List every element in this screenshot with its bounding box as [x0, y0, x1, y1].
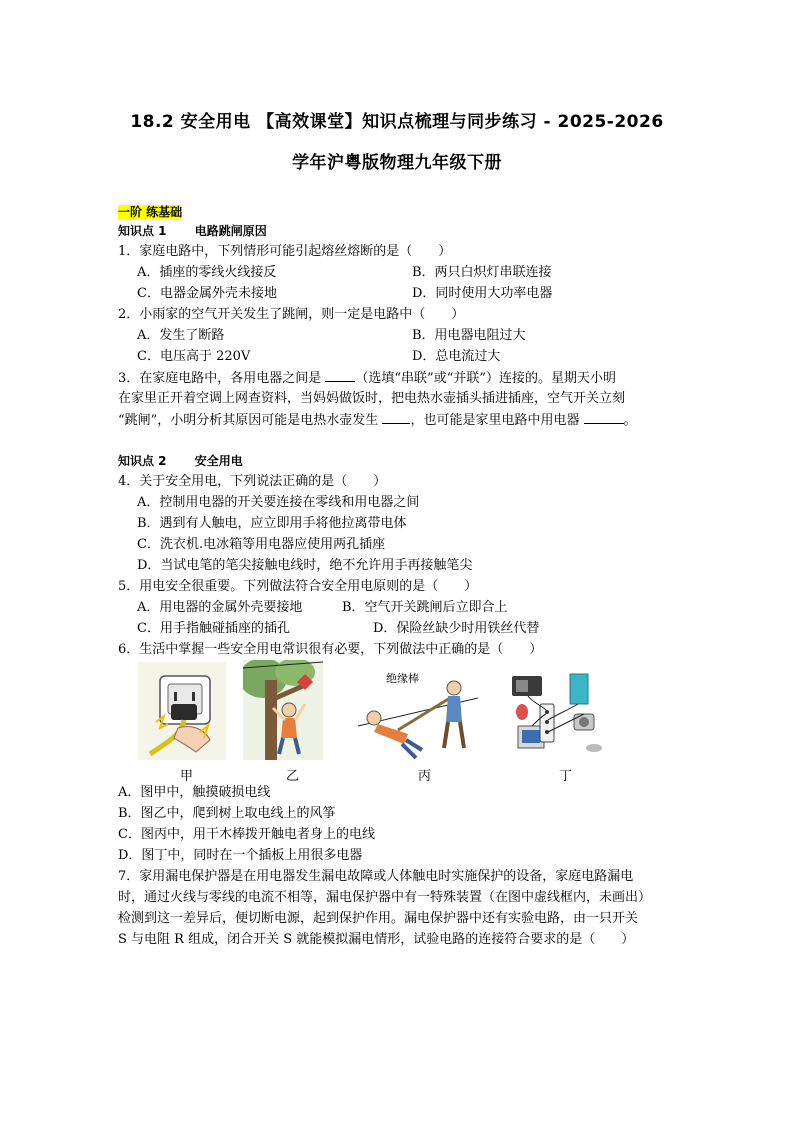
q4-stem: 4．关于安全用电，下列说法正确的是（ ）	[118, 474, 387, 489]
q5-option-a: A．用电器的金属外壳要接地	[137, 600, 303, 615]
q4-option-a: A．控制用电器的开关要连接在零线和用电器之间	[137, 495, 420, 510]
q3-text-5: 。	[623, 413, 637, 428]
q5-option-c: C．用手指触碰插座的插孔	[137, 621, 290, 636]
q6-stem: 6．生活中掌握一些安全用电常识很有必要，下列做法中正确的是（ ）	[118, 642, 543, 657]
caption-ding: 丁	[559, 769, 573, 784]
q3-text-1: 3．在家庭电路中，各用电器之间是	[118, 371, 326, 386]
caption-bing: 丙	[418, 769, 432, 784]
q1-option-c: C．电器金属外壳未接地	[137, 286, 277, 301]
insulating-rod-label: 绝缘棒	[386, 672, 419, 685]
q5-option-d: D．保险丝缺少时用铁丝代替	[373, 621, 540, 636]
q6-option-d: D．图丁中，同时在一个插板上用很多电器	[118, 848, 363, 863]
section-heading	[118, 203, 182, 222]
q3-line-1	[118, 369, 616, 388]
q3-blank-3[interactable]	[584, 411, 624, 424]
q3-text-3: “跳闸”，小明分析其原因可能是电热水壶发生	[118, 413, 383, 428]
q2-option-b: B．用电器电阻过大	[412, 328, 526, 343]
caption-yi: 乙	[286, 769, 300, 784]
kp2-number: 知识点 2	[118, 454, 167, 468]
q4-option-c: C．洗衣机.电冰箱等用电器应使用两孔插座	[137, 537, 386, 552]
kp1-name: 电路跳闸原因	[194, 224, 267, 238]
q6-option-a: A．图甲中，触摸破损电线	[118, 785, 271, 800]
q2-option-c: C．电压高于 220V	[137, 349, 251, 364]
title-line-2: 学年沪粤版物理九年级下册	[292, 153, 502, 173]
q5-stem: 5．用电安全很重要。下列做法符合安全用电原则的是（ ）	[118, 579, 478, 594]
figure-yi-tree	[243, 660, 323, 760]
q7-line-4: S 与电阻 R 组成，闭合开关 S 就能模拟漏电情形，试验电路的连接符合要求的是（ ）	[118, 932, 635, 947]
q3-line-2: 在家里正开着空调上网查资料，当妈妈做饭时，把电热水壶插头插进插座，空气开关立刻	[118, 391, 626, 406]
q1-option-b: B．两只白炽灯串联连接	[412, 265, 552, 280]
q6-option-b: B．图乙中，爬到树上取电线上的风筝	[118, 806, 336, 821]
kp2-name: 安全用电	[194, 454, 243, 468]
caption-jia: 甲	[180, 769, 194, 784]
q5-option-b: B．空气开关跳闸后立即合上	[342, 600, 508, 615]
q2-option-d: D．总电流过大	[412, 349, 501, 364]
kp1-number: 知识点 1	[118, 224, 167, 238]
q6-option-c: C．图丙中，用干木棒拨开触电者身上的电线	[118, 827, 375, 842]
knowledge-point-2	[118, 452, 243, 470]
q3-blank-2[interactable]	[382, 411, 410, 424]
q1-option-a: A．插座的零线火线接反	[137, 265, 277, 280]
q2-option-a: A．发生了断路	[137, 328, 225, 343]
q3-text-4: ，也可能是家里电路中用电器	[410, 413, 584, 428]
q1-option-d: D．同时使用大功率电器	[412, 286, 553, 301]
figure-jia-socket	[138, 662, 226, 760]
q1-stem: 1．家庭电路中，下列情形可能引起熔丝熔断的是（ ）	[118, 244, 452, 259]
section-label: 一阶 练基础	[118, 205, 183, 219]
q4-option-d: D．当试电笔的笔尖接触电线时，绝不允许用手再接触笔尖	[137, 558, 473, 573]
q2-stem: 2．小雨家的空气开关发生了跳闸，则一定是电路中（ ）	[118, 307, 465, 322]
q3-blank-1[interactable]	[325, 369, 355, 382]
title-line-1: 18.2 安全用电 【高效课堂】知识点梳理与同步练习 - 2025-2026	[130, 112, 664, 132]
knowledge-point-1	[118, 222, 267, 240]
q3-text-2: （选填“串联”或“并联”）连接的。星期天小明	[355, 371, 616, 386]
q7-line-3: 检测到这一差异后，便切断电源，起到保护作用。漏电保护器中还有实验电路，由一只开关	[118, 911, 639, 926]
q4-option-b: B．遇到有人触电，应立即用手将他拉离带电体	[137, 516, 407, 531]
q7-line-1: 7．家用漏电保护器是在用电器发生漏电故障或人体触电时实施保护的设备，家庭电路漏电	[118, 869, 634, 884]
q3-line-3	[118, 411, 637, 430]
q7-line-2: 时，通过火线与零线的电流不相等，漏电保护器中有一特殊装置（在图中虚线框内，未画出）	[118, 890, 652, 905]
figure-ding-power-strip	[508, 670, 604, 756]
figure-bing-insulating-rod	[358, 668, 478, 760]
